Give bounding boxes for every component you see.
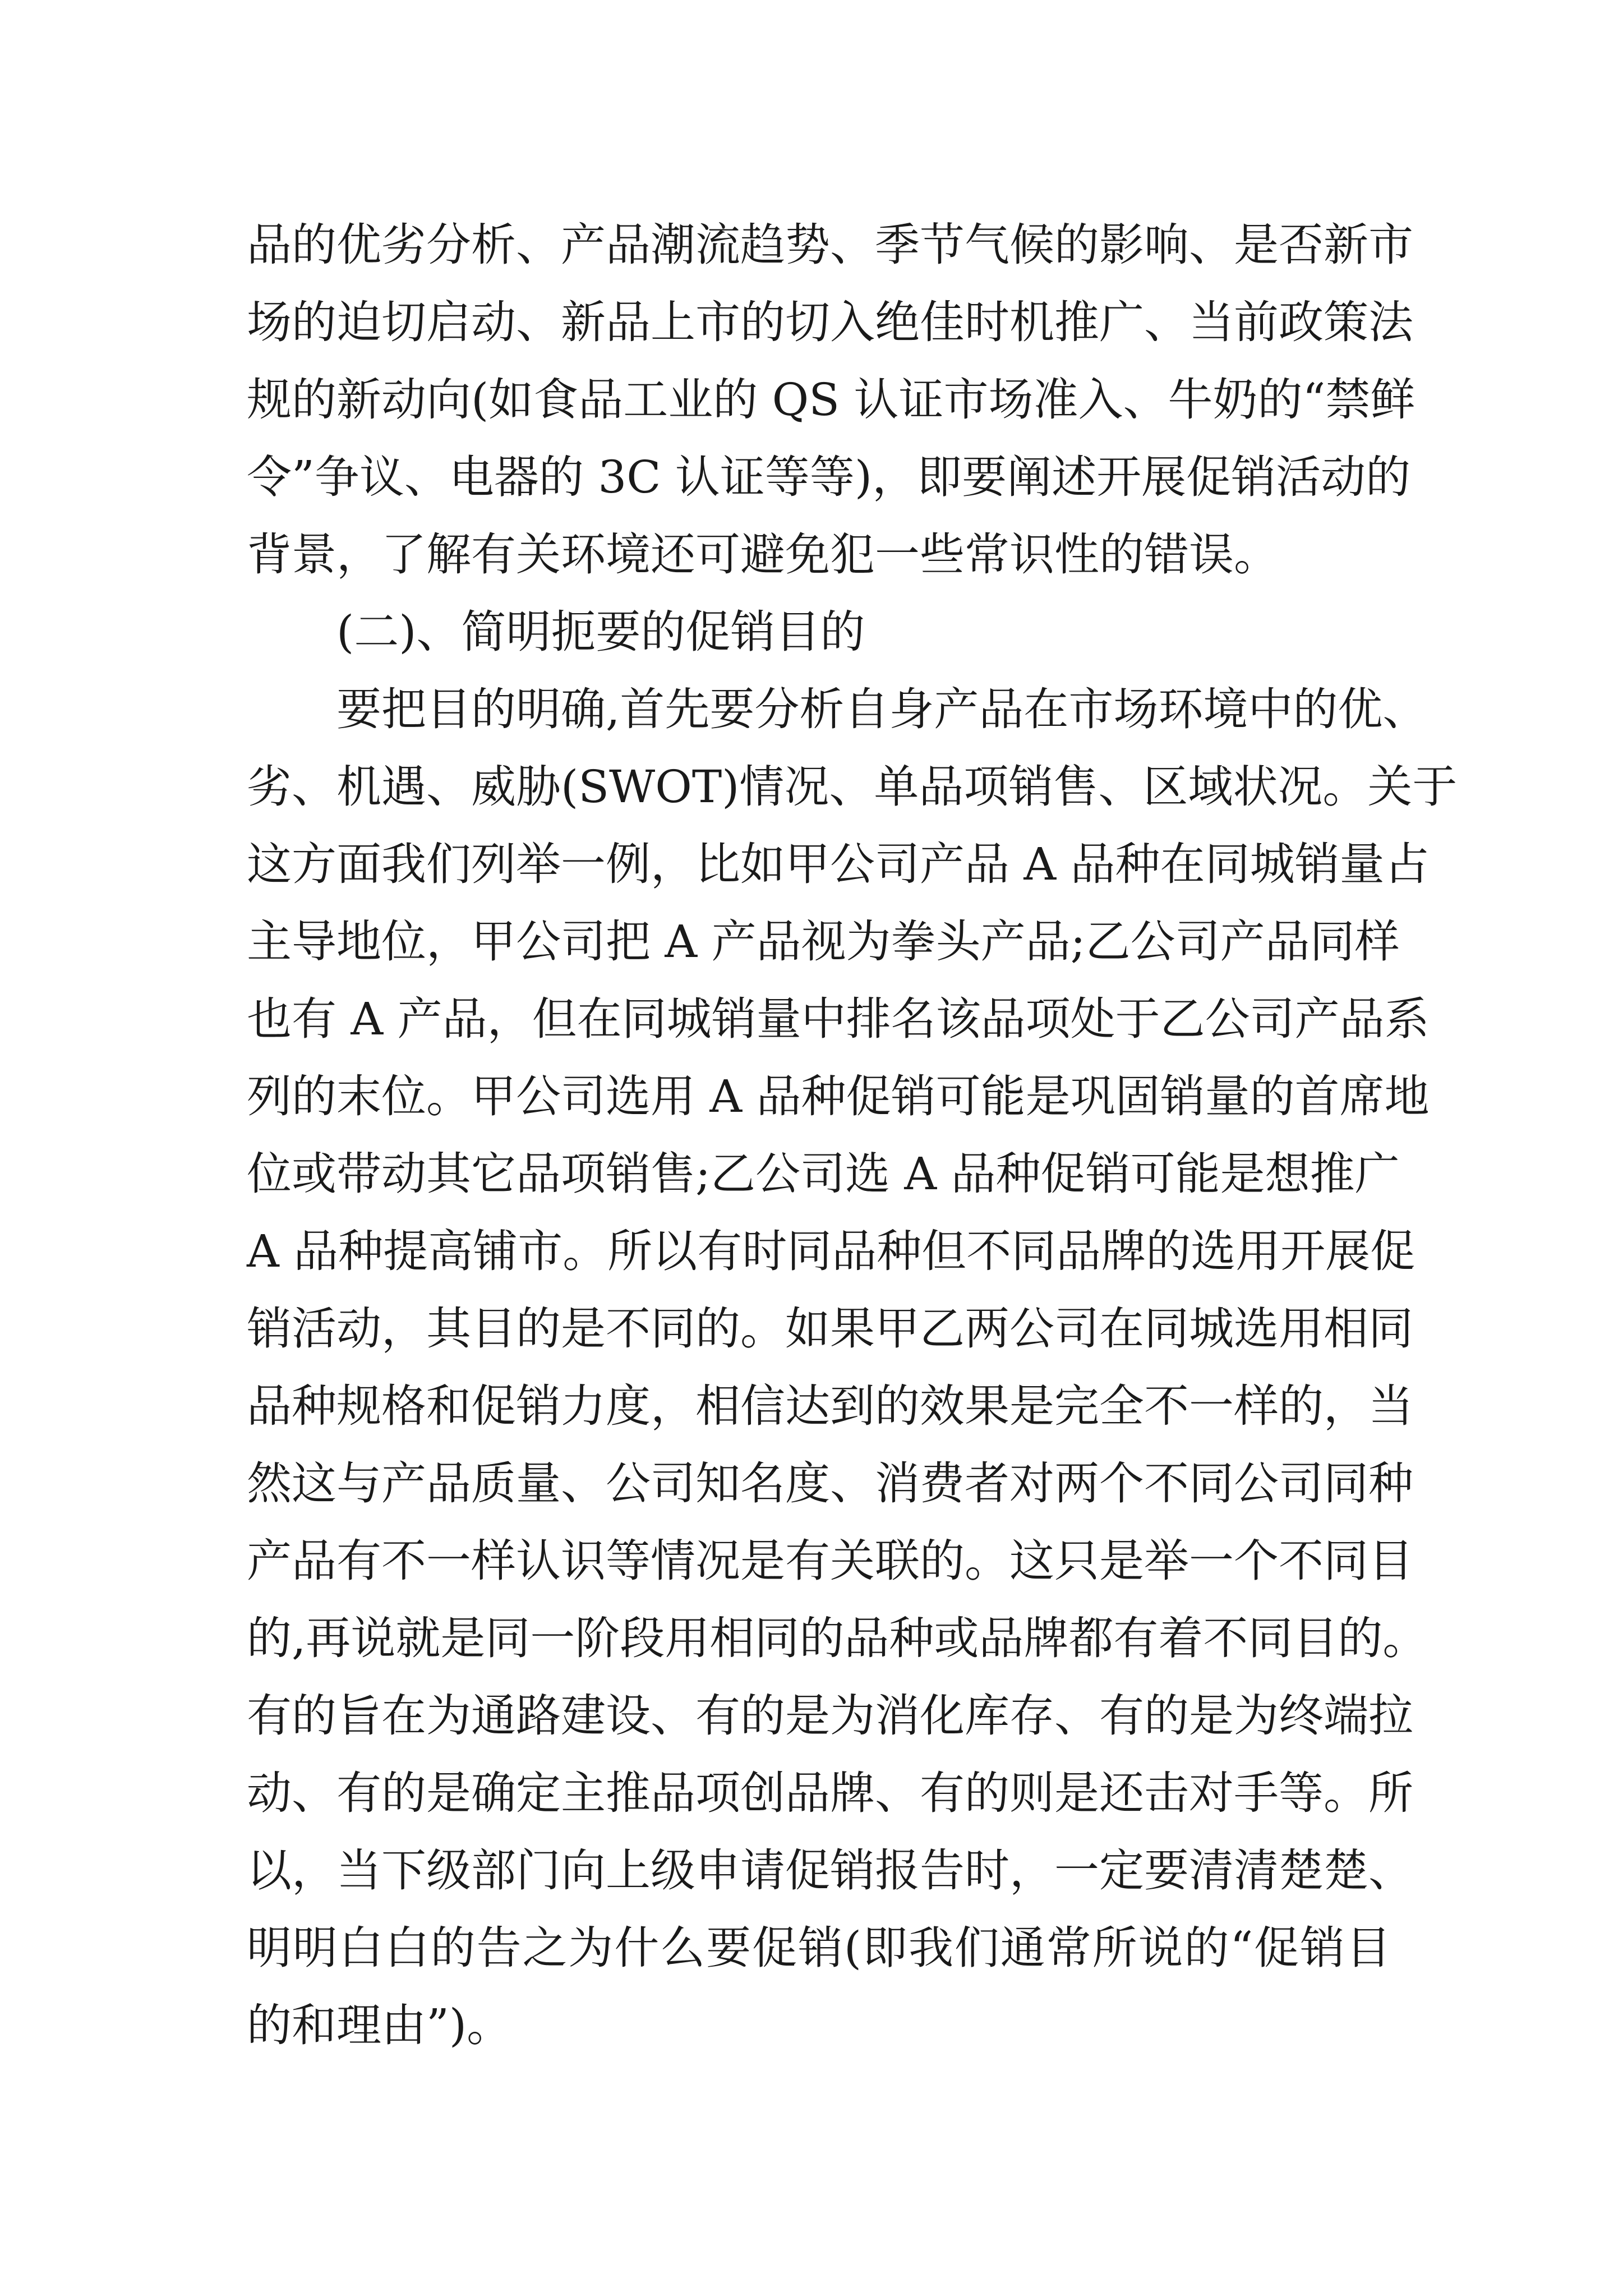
text-line: 令”争议、电器的 3C 认证等等)，即要阐述开展促销活动的 xyxy=(247,451,1411,503)
section-heading: (二)、简明扼要的促销目的 xyxy=(336,606,865,658)
text-line: 的,再说就是同一阶段用相同的品种或品牌都有着不同目的。 xyxy=(247,1612,1428,1664)
text-line: 明明白白的告之为什么要促销(即我们通常所说的“促销目 xyxy=(247,1922,1391,1974)
text-line: 主导地位，甲公司把 A 产品视为拳头产品;乙公司产品同样 xyxy=(247,915,1400,968)
text-line: 也有 A 产品，但在同城销量中排名该品项处于乙公司产品系 xyxy=(247,993,1430,1045)
text-line: 销活动，其目的是不同的。如果甲乙两公司在同城选用相同 xyxy=(247,1303,1413,1355)
text-line: 背景，了解有关环境还可避免犯一些常识性的错误。 xyxy=(247,528,1279,581)
body-text xyxy=(247,206,1458,2064)
text-line: 动、有的是确定主推品项创品牌、有的则是还击对手等。所 xyxy=(247,1767,1413,1819)
text-line: 以，当下级部门向上级申请促销报告时，一定要清清楚楚、 xyxy=(247,1844,1413,1897)
text-line: 要把目的明确,首先要分析自身产品在市场环境中的优、 xyxy=(336,683,1428,735)
text-line: 有的旨在为通路建设、有的是为消化库存、有的是为终端拉 xyxy=(247,1690,1413,1742)
text-line: 场的迫切启动、新品上市的切入绝佳时机推广、当前政策法 xyxy=(247,296,1413,348)
text-line: A 品种提高铺市。所以有时同品种但不同品牌的选用开展促 xyxy=(247,1225,1415,1277)
text-line: 列的末位。甲公司选用 A 品种促销可能是巩固销量的首席地 xyxy=(247,1070,1430,1122)
text-line: 品的优劣分析、产品潮流趋势、季节气候的影响、是否新市 xyxy=(247,219,1413,271)
text-line: 然这与产品质量、公司知名度、消费者对两个不同公司同种 xyxy=(247,1457,1413,1510)
text-line: 品种规格和促销力度，相信达到的效果是完全不一样的，当 xyxy=(247,1380,1413,1432)
text-line: 产品有不一样认识等情况是有关联的。这只是举一个不同目 xyxy=(247,1535,1413,1587)
text-line: 规的新动向(如食品工业的 QS 认证市场准入、牛奶的“禁鲜 xyxy=(247,374,1415,426)
text-line: 劣、机遇、威胁(SWOT)情况、单品项销售、区域状况。关于 xyxy=(247,761,1458,813)
text-line: 位或带动其它品项销售;乙公司选 A 品种促销可能是想推广 xyxy=(247,1148,1400,1200)
text-line: 的和理由”)。 xyxy=(247,1999,512,2051)
text-line: 这方面我们列举一例，比如甲公司产品 A 品种在同城销量占 xyxy=(247,838,1430,890)
